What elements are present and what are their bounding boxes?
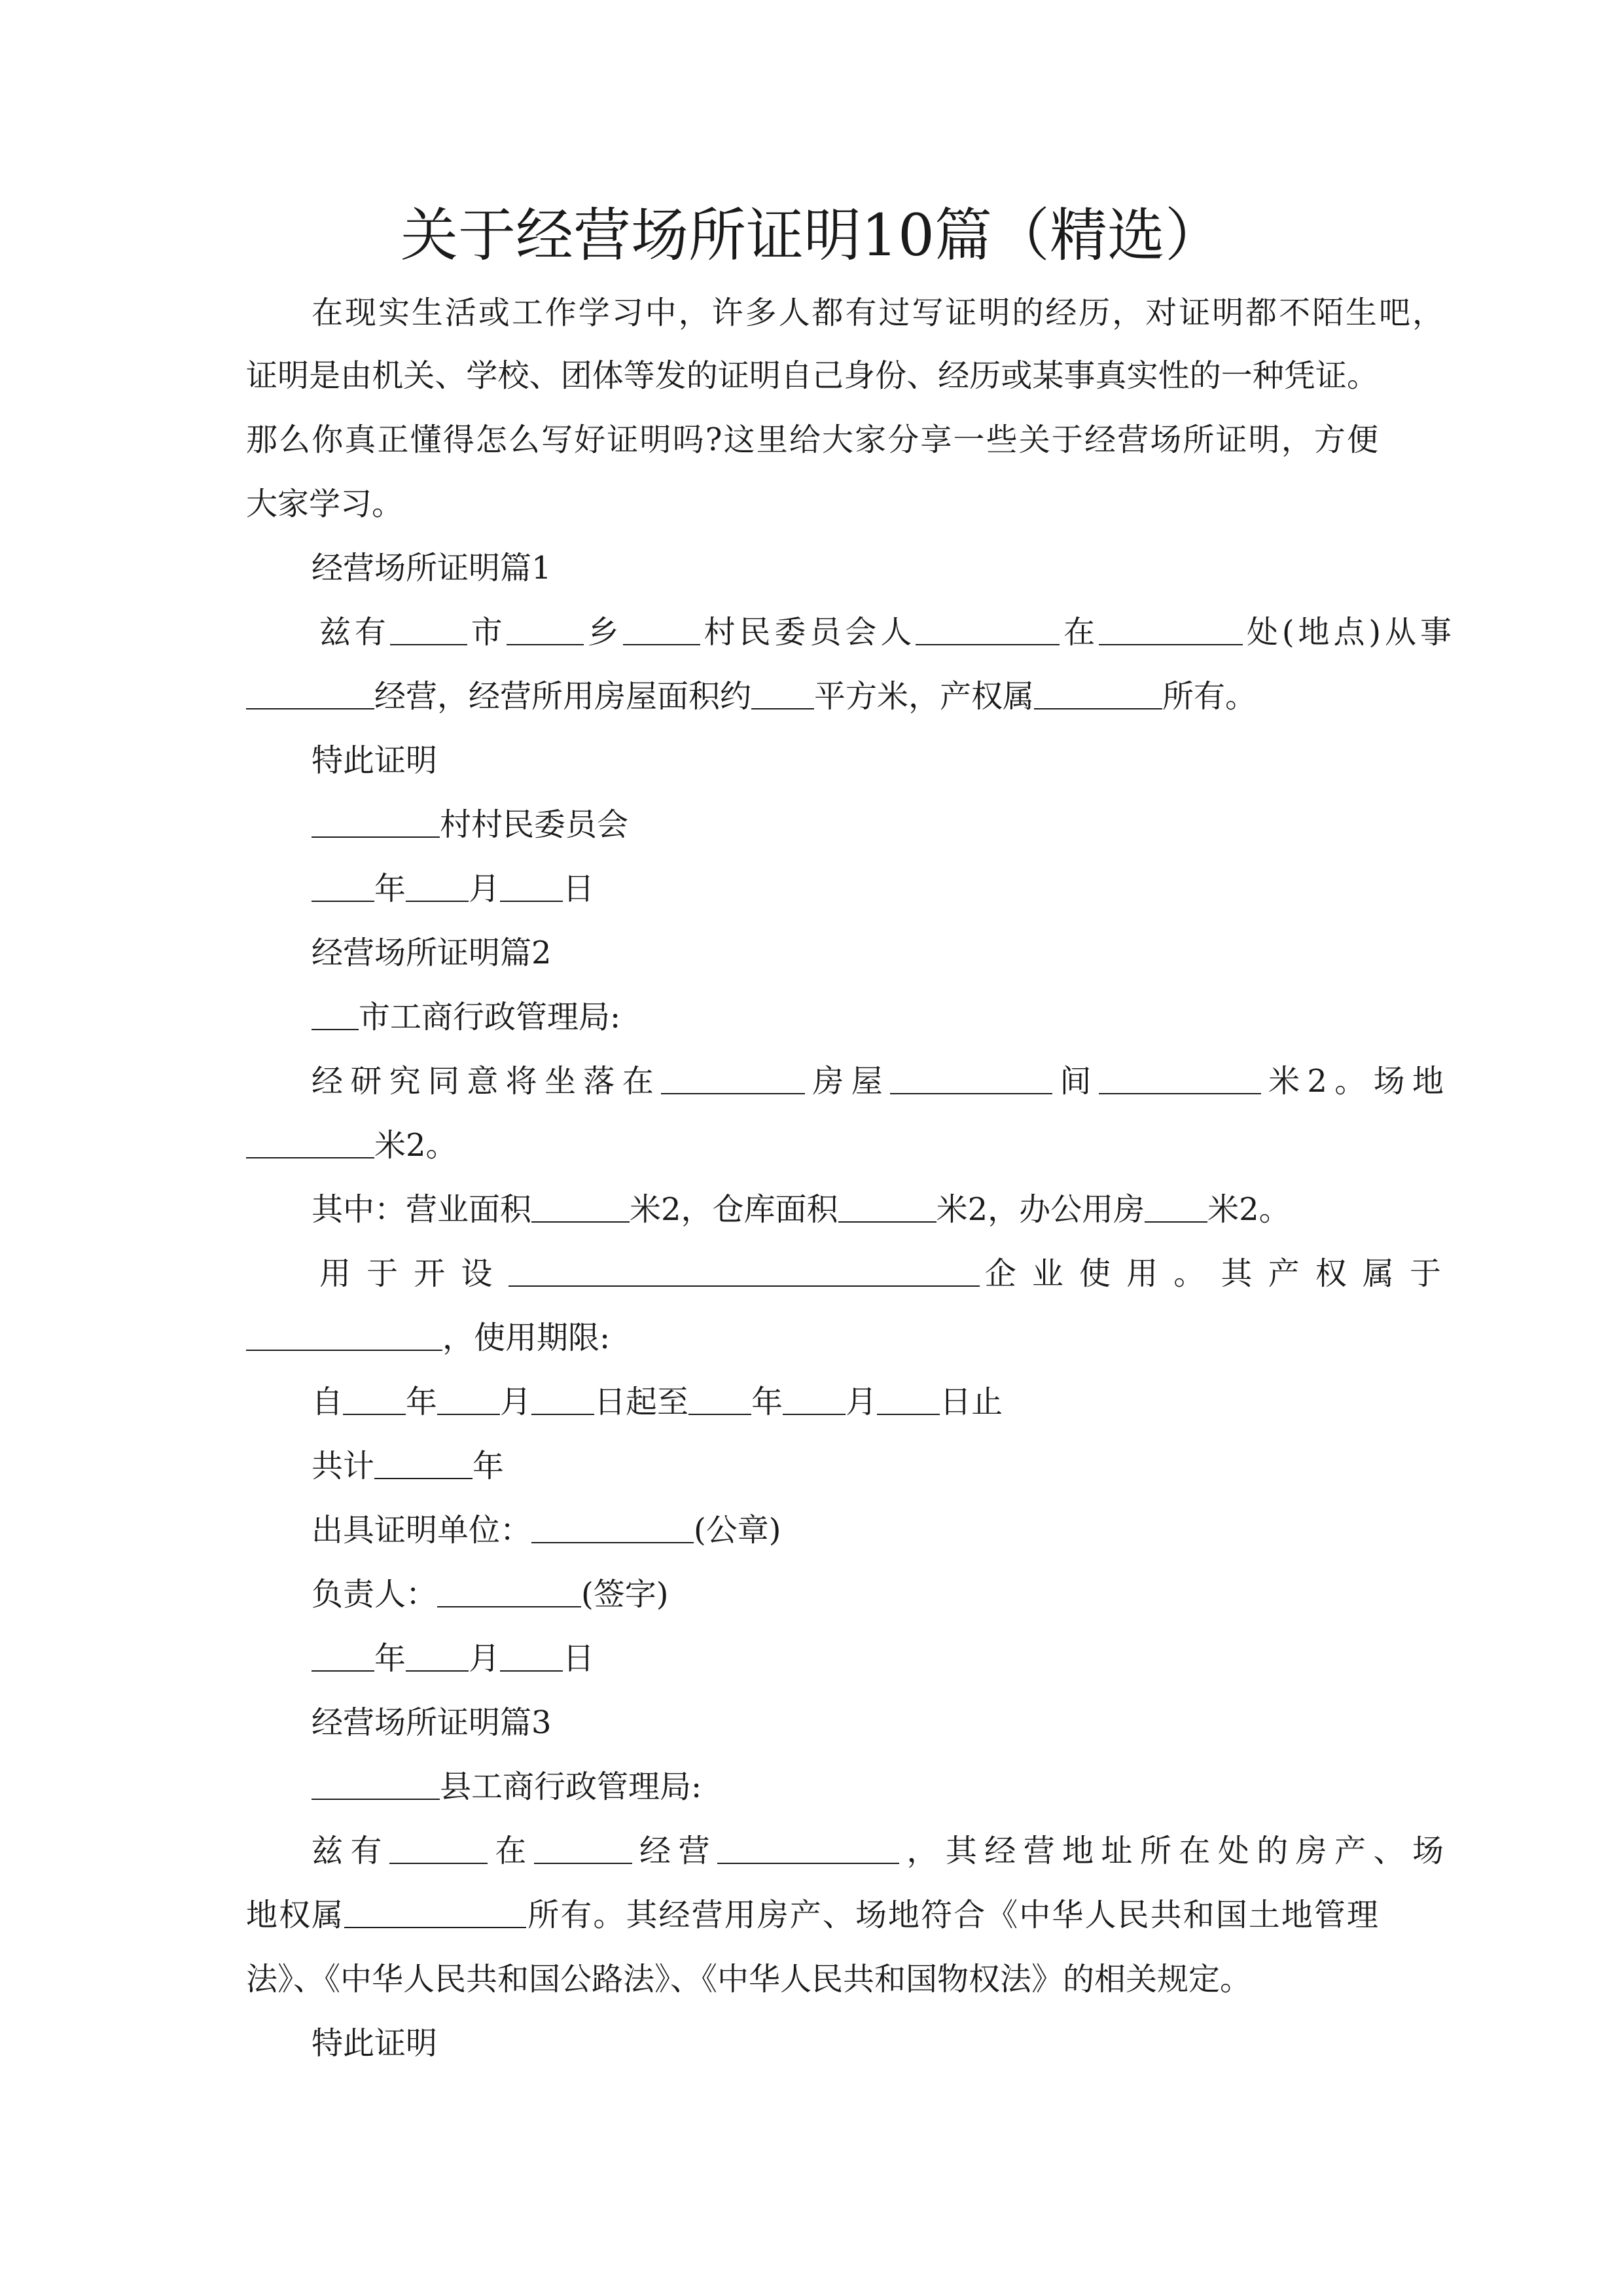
fill-blank — [508, 1255, 980, 1287]
fill-blank — [343, 1384, 406, 1415]
fill-blank — [406, 1640, 469, 1672]
intro-line-3: 那么你真正懂得怎么写好证明吗?这里给大家分享一些关于经营场所证明，方便 — [246, 422, 1378, 458]
fill-blank — [390, 614, 467, 645]
section-1-line-1: 兹有 市 乡 村民委员会人 在 处(地点)从事 — [319, 614, 1452, 651]
section-3-line-3: 法》、《中华人民共和国公路法》、《中华人民共和国物权法》的相关规定。 — [246, 1961, 1252, 1998]
section-2-line-1: 经研究同意将坐落在 房屋 间 米2。场地 — [312, 1063, 1444, 1100]
fill-blank — [312, 1640, 374, 1672]
fill-blank — [500, 870, 563, 902]
section-3-addressee: 县工商行政管理局: — [246, 1766, 1444, 1808]
section-2-area-breakdown: 其中：营业面积 米2，仓库面积 米2，办公用房 米2。 — [312, 1191, 1291, 1228]
section-3-line-1: 兹有 在 经营 ，其经营地址所在处的房产、场 — [312, 1833, 1444, 1869]
fill-blank — [344, 1897, 526, 1928]
section-1-date: 年 月 日 — [246, 868, 1444, 910]
section-3-heading: 经营场所证明篇3 — [312, 1704, 552, 1741]
section-2-addressee: 市工商行政管理局: — [246, 996, 1444, 1038]
fill-blank — [1145, 1191, 1207, 1223]
fill-blank — [374, 1448, 473, 1479]
fill-blank — [890, 1063, 1052, 1094]
fill-blank — [661, 1063, 805, 1094]
fill-blank — [246, 678, 374, 709]
section-3-closing: 特此证明 — [312, 2025, 438, 2062]
fill-blank — [312, 870, 374, 902]
section-2-line-2: 米2。 — [246, 1124, 1378, 1166]
section-1-closing: 特此证明 — [312, 742, 438, 779]
fill-blank — [877, 1384, 940, 1415]
section-1-line-2: 经营，经营所用房屋面积约 平方米，产权属 所有。 — [246, 675, 1378, 717]
section-2-line-5: ，使用期限: — [246, 1317, 1378, 1359]
section-1-heading: 经营场所证明篇1 — [312, 550, 552, 586]
fill-blank — [838, 1191, 936, 1223]
section-2-heading: 经营场所证明篇2 — [312, 935, 552, 971]
fill-blank — [1034, 678, 1162, 709]
section-2-line-4: 用于开设 企业使用。其产权属于 — [319, 1255, 1452, 1292]
fill-blank — [312, 999, 359, 1030]
fill-blank — [531, 1384, 594, 1415]
fill-blank — [623, 614, 700, 645]
fill-blank — [389, 1833, 488, 1864]
section-2-total-years: 共计 年 — [312, 1448, 505, 1484]
fill-blank — [783, 1384, 846, 1415]
section-2-date: 年 月 日 — [246, 1638, 1444, 1679]
fill-blank — [312, 1768, 440, 1800]
fill-blank — [688, 1384, 751, 1415]
fill-blank — [1099, 1063, 1261, 1094]
fill-blank — [312, 806, 440, 838]
fill-blank — [437, 1576, 581, 1607]
fill-blank — [246, 1319, 442, 1351]
document-title: 关于经营场所证明10篇（精选） — [401, 202, 1222, 269]
fill-blank — [1099, 614, 1243, 645]
fill-blank — [916, 614, 1060, 645]
section-1-signature: 村村民委员会 — [246, 804, 1444, 846]
fill-blank — [717, 1833, 899, 1864]
fill-blank — [406, 870, 469, 902]
intro-line-2: 证明是由机关、学校、团体等发的证明自己身份、经历或某事真实性的一种凭证。 — [246, 357, 1378, 394]
fill-blank — [534, 1833, 632, 1864]
section-2-issuer: 出具证明单位： (公章) — [312, 1512, 781, 1549]
section-2-responsible: 负责人： (签字) — [312, 1576, 669, 1613]
fill-blank — [246, 1127, 374, 1158]
fill-blank — [531, 1191, 630, 1223]
section-3-line-2: 地权属 所有。其经营用房产、场地符合《中华人民共和国土地管理 — [246, 1897, 1378, 1933]
fill-blank — [507, 614, 584, 645]
fill-blank — [437, 1384, 500, 1415]
fill-blank — [500, 1640, 563, 1672]
intro-line-4: 大家学习。 — [246, 486, 404, 522]
intro-line-1: 在现实生活或工作学习中，许多人都有过写证明的经历，对证明都不陌生吧， — [312, 295, 1444, 331]
fill-blank — [751, 678, 814, 709]
fill-blank — [531, 1512, 694, 1543]
section-2-period: 自 年 月 日起至 年 月 日止 — [312, 1384, 1003, 1420]
